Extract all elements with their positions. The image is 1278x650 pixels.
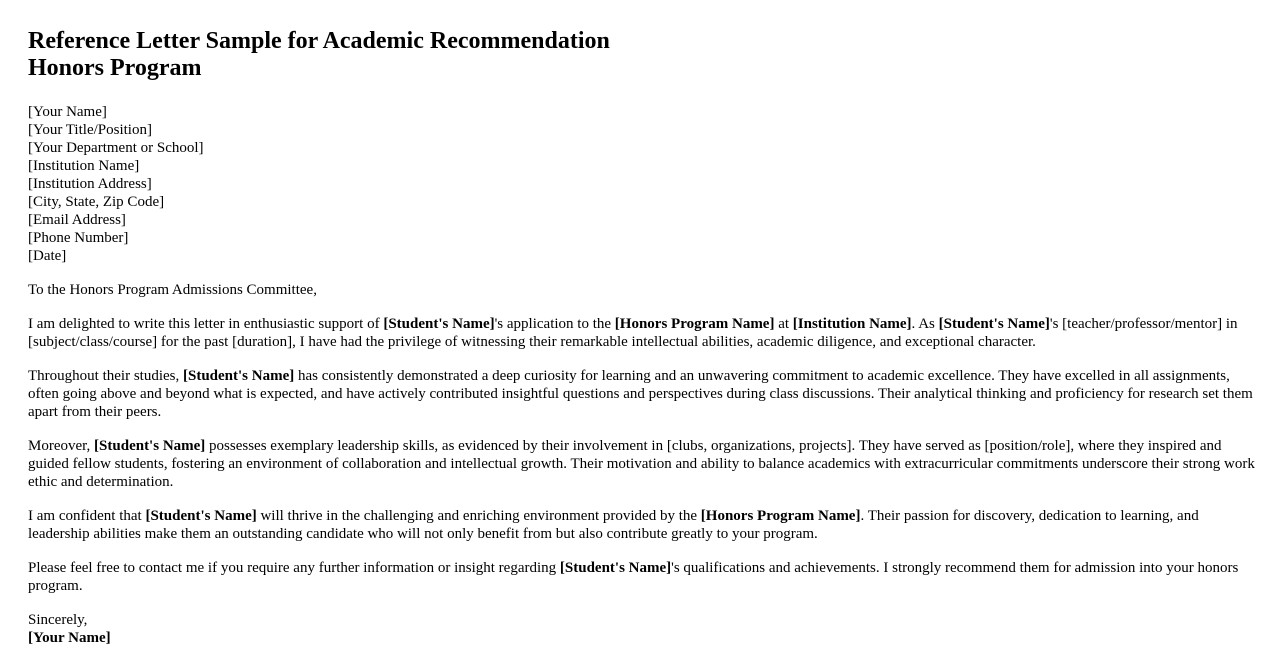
signature-name-text: [Your Name] — [28, 630, 111, 646]
student-name-placeholder: [Student's Name] — [938, 316, 1050, 332]
sender-department: [Your Department or School] — [28, 140, 204, 156]
text-run: I am delighted to write this letter in enthusiastic support of — [28, 316, 384, 332]
signature-name — [28, 629, 1256, 647]
page-title — [28, 28, 1256, 82]
paragraph-introduction — [28, 315, 1256, 351]
student-name-placeholder: [Student's Name] — [559, 560, 672, 576]
text-run: has consistently demonstrated a deep curiosity for learning and an unwavering commitment to academic excellence. They have excelled in all assignments, often going above and beyond what is expected, and have actively contributed insightful questions and perspectives during class discussions. Their analytical thinking and proficiency for research set them apart from their peers. — [28, 368, 1253, 420]
paragraph-contact — [28, 559, 1256, 595]
paragraph-confidence — [28, 507, 1256, 543]
letter-page — [28, 28, 1256, 647]
text-run: at — [774, 316, 793, 332]
page-title-line-2: Honors Program — [28, 55, 202, 81]
page-title-line-1: Reference Letter Sample for Academic Recommendation — [28, 28, 610, 54]
sender-name: [Your Name] — [28, 104, 107, 120]
closing-block — [28, 611, 1256, 647]
valediction: Sincerely, — [28, 612, 88, 628]
institution-name-placeholder: [Institution Name] — [792, 316, 912, 332]
sender-institution: [Institution Name] — [28, 158, 140, 174]
sender-city-state-zip: [City, State, Zip Code] — [28, 194, 165, 210]
honors-program-name-placeholder: [Honors Program Name] — [614, 316, 775, 332]
text-run: . As — [911, 316, 939, 332]
sender-title: [Your Title/Position] — [28, 122, 152, 138]
letter-date: [Date] — [28, 248, 67, 264]
text-run: 's application to the — [494, 316, 615, 332]
text-run: I am confident that — [28, 508, 146, 524]
text-run: 's [teacher/professor/mentor] in [subject/class/course] for the past [duration], I have had the privilege of witnessing their remarkable intellectual abilities, academic diligence, and exceptional character. — [28, 316, 1238, 350]
salutation: To the Honors Program Admissions Committee, — [28, 282, 317, 298]
student-name-placeholder: [Student's Name] — [145, 508, 257, 524]
text-run: 's qualifications and achievements. I strongly recommend them for admission into your honors program. — [28, 560, 1239, 594]
text-run: Throughout their studies, — [28, 368, 183, 384]
sender-phone: [Phone Number] — [28, 230, 129, 246]
text-run: Moreover, — [28, 438, 95, 454]
student-name-placeholder: [Student's Name] — [94, 438, 206, 454]
student-name-placeholder: [Student's Name] — [182, 368, 295, 384]
sender-email: [Email Address] — [28, 212, 126, 228]
text-run: will thrive in the challenging and enriching environment provided by the — [256, 508, 701, 524]
text-run: possesses exemplary leadership skills, as evidenced by their involvement in [clubs, organizations, projects]. They have served as [position/role], where they inspired and guided fellow students, fostering an environment of collaboration and intellectual growth. Their motivation and ability to balance academics with extracurricular commitments underscore their strong work ethic and determination. — [28, 438, 1255, 490]
student-name-placeholder: [Student's Name] — [383, 316, 495, 332]
paragraph-leadership — [28, 437, 1256, 491]
text-run: . Their passion for discovery, dedication to learning, and leadership abilities make them an outstanding candidate who will not only benefit from but also contribute greatly to your program. — [28, 508, 1199, 542]
text-run: Please feel free to contact me if you require any further information or insight regarding — [28, 560, 560, 576]
sender-address-block — [28, 103, 1256, 265]
sender-institution-address: [Institution Address] — [28, 176, 152, 192]
paragraph-academics — [28, 367, 1256, 421]
honors-program-name-placeholder: [Honors Program Name] — [700, 508, 861, 524]
